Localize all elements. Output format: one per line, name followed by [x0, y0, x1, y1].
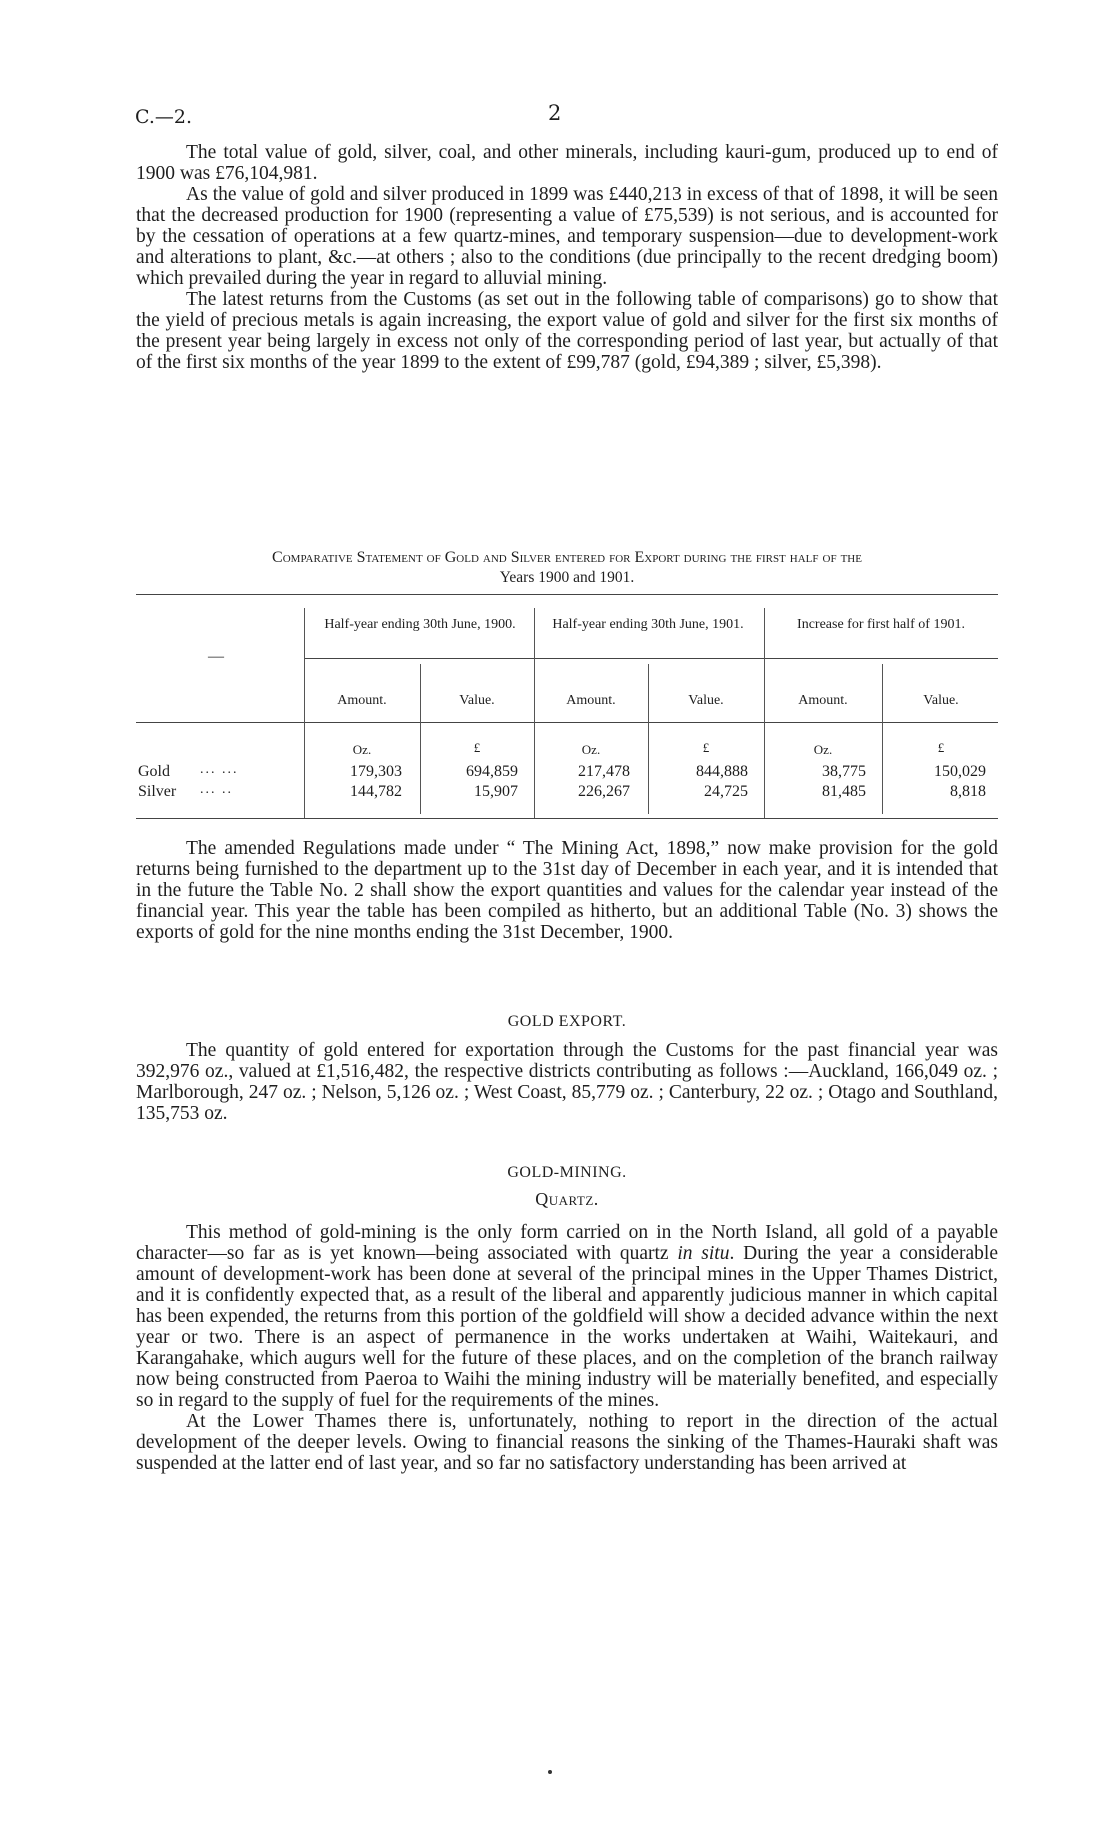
- table-header-bottom-rule: [136, 722, 998, 723]
- gold-value-increase: 150,029: [934, 763, 986, 780]
- unit-oz: Oz.: [813, 742, 833, 757]
- group-header-increase: Increase for first half of 1901.: [797, 617, 965, 632]
- quartz-subheading: Quartz.: [535, 1189, 599, 1209]
- subheader-value: Value.: [688, 693, 724, 708]
- row-label-gold: Gold: [138, 763, 170, 780]
- row-header-dash: —: [208, 648, 224, 665]
- gold-amount-increase: 38,775: [822, 763, 866, 780]
- subheader-amount: Amount.: [337, 693, 387, 708]
- table-caption-line-1: Comparative Statement of Gold and Silver entered for Export during the first half of the: [272, 549, 862, 566]
- table-top-rule: [136, 594, 998, 595]
- paragraph-amended-regulations: The amended Regulations made under “ The Mining Act, 1898,” now make provision for the gold returns being furnished to the department up to the 31st day of December in each year, and it is intended that in the future the Table No. 2 shall show the export quantities and values for the calendar year instead of the financial year. This year the table has been compiled as hitherto, but an additional Table (No. 3) shows the exports of gold for the nine months ending the 31st December, 1900.: [136, 838, 998, 943]
- gold-mining-text: [136, 1222, 998, 1474]
- group-header-1901: Half-year ending 30th June, 1901.: [552, 617, 744, 632]
- silver-amount-increase: 81,485: [822, 783, 866, 800]
- silver-amount-1901: 226,267: [578, 783, 630, 800]
- gold-amount-1900: 179,303: [350, 763, 402, 780]
- gold-export-heading: GOLD EXPORT.: [507, 1013, 627, 1030]
- table-caption: [136, 548, 998, 588]
- table-divider: [420, 664, 421, 814]
- paragraph-gold-silver-1899: As the value of gold and silver produced in 1899 was £440,213 in excess of that of 1898, it will be seen that the decreased production for 1900 (representing a value of £75,539) is not serious, and is accounted for by the cessation of operations at a few quartz-mines, and temporary suspension—due to development-work and alterations to plant, &c.—at others ; also to the conditions (due principally to the recent dredging boom) which prevailed during the year in regard to alluvial mining.: [136, 184, 998, 289]
- unit-pound: £: [702, 740, 710, 755]
- table-divider: [882, 664, 883, 814]
- unit-oz: Oz.: [581, 742, 601, 757]
- silver-value-1901: 24,725: [704, 783, 748, 800]
- table-divider: [534, 608, 535, 818]
- silver-value-increase: 8,818: [950, 783, 986, 800]
- paragraph-customs-returns: The latest returns from the Customs (as set out in the following table of comparisons) go to show that the yield of precious metals is again increasing, the export value of gold and silver for the first six months of the present year being largely in excess not only of the corresponding period of last year, but actually of that of the first six months of the year 1899 to the extent of £99,787 (gold, £94,389 ; silver, £5,398).: [136, 289, 998, 373]
- document-reference: C.—2.: [135, 106, 193, 128]
- gold-value-1901: 844,888: [696, 763, 748, 780]
- subheader-value: Value.: [923, 693, 959, 708]
- regulations-text: [136, 838, 998, 943]
- quartz-text-part: . During the year a considerable amount of development-work has been done at several of the principal mines in the Upper Thames District, and it is confidently expected that, as a result of the liberal and apparently judicious manner in which capital has been expended, the returns from this portion of the goldfield will show a decided advance within the next year or two. There is an aspect of permanence in the works undertaken at Waihi, Waitekauri, and Karangahake, which augurs well for the future of these places, and on the completion of the branch railway now being constructed from Paeroa to Waihi the mining industry will be materially benefited, and especially so in regard to the supply of fuel for the requirements of the mines.: [136, 1243, 999, 1411]
- row-label-silver: Silver: [138, 783, 177, 800]
- row-leader-dots: ... ...: [200, 762, 239, 777]
- silver-value-1900: 15,907: [474, 783, 518, 800]
- table-divider: [304, 608, 305, 818]
- page-mark: [548, 1770, 552, 1774]
- table-caption-line-2: Years 1900 and 1901.: [499, 569, 635, 586]
- paragraph-quartz-mining: [136, 1222, 998, 1411]
- unit-pound: £: [473, 740, 481, 755]
- subheader-amount: Amount.: [798, 693, 848, 708]
- table-divider: [764, 608, 765, 818]
- unit-oz: Oz.: [352, 742, 372, 757]
- paragraph-total-value: The total value of gold, silver, coal, and other minerals, including kauri-gum, produced up to end of 1900 was £76,104,981.: [136, 142, 998, 184]
- quartz-text-part: This method of gold-mining is the only form carried on in the North Island, all gold of a payable character—so far as is yet known—being associated with quartz: [136, 1222, 998, 1264]
- quartz-text-italic: in situ: [677, 1243, 730, 1264]
- subheader-amount: Amount.: [566, 693, 616, 708]
- unit-pound: £: [937, 740, 945, 755]
- table-group-header-rule: [304, 658, 998, 659]
- paragraph-gold-export: The quantity of gold entered for exportation through the Customs for the past financial year was 392,976 oz., valued at £1,516,482, the respective districts contributing as follows :—Auckland, 166,049 oz. ; Marlborough, 247 oz. ; Nelson, 5,126 oz. ; West Coast, 85,779 oz. ; Canterbury, 22 oz. ; Otago and Southland, 135,753 oz.: [136, 1040, 998, 1124]
- subheader-value: Value.: [459, 693, 495, 708]
- intro-text: [136, 142, 998, 373]
- gold-mining-heading: GOLD-MINING.: [507, 1164, 627, 1181]
- table-bottom-rule: [136, 818, 998, 819]
- row-leader-dots: ... ..: [200, 782, 233, 797]
- gold-export-text: [136, 1040, 998, 1124]
- gold-value-1900: 694,859: [466, 763, 518, 780]
- comparative-statement-table: [136, 594, 998, 820]
- gold-amount-1901: 217,478: [578, 763, 630, 780]
- group-header-1900: Half-year ending 30th June, 1900.: [324, 617, 516, 632]
- silver-amount-1900: 144,782: [350, 783, 402, 800]
- table-divider: [648, 664, 649, 814]
- paragraph-lower-thames: At the Lower Thames there is, unfortunately, nothing to report in the direction of the actual development of the deeper levels. Owing to financial reasons the sinking of the Thames-Hauraki shaft was suspended at the latter end of last year, and so far no satisfactory understanding has been arrived at: [136, 1411, 998, 1474]
- page-number: 2: [548, 101, 562, 125]
